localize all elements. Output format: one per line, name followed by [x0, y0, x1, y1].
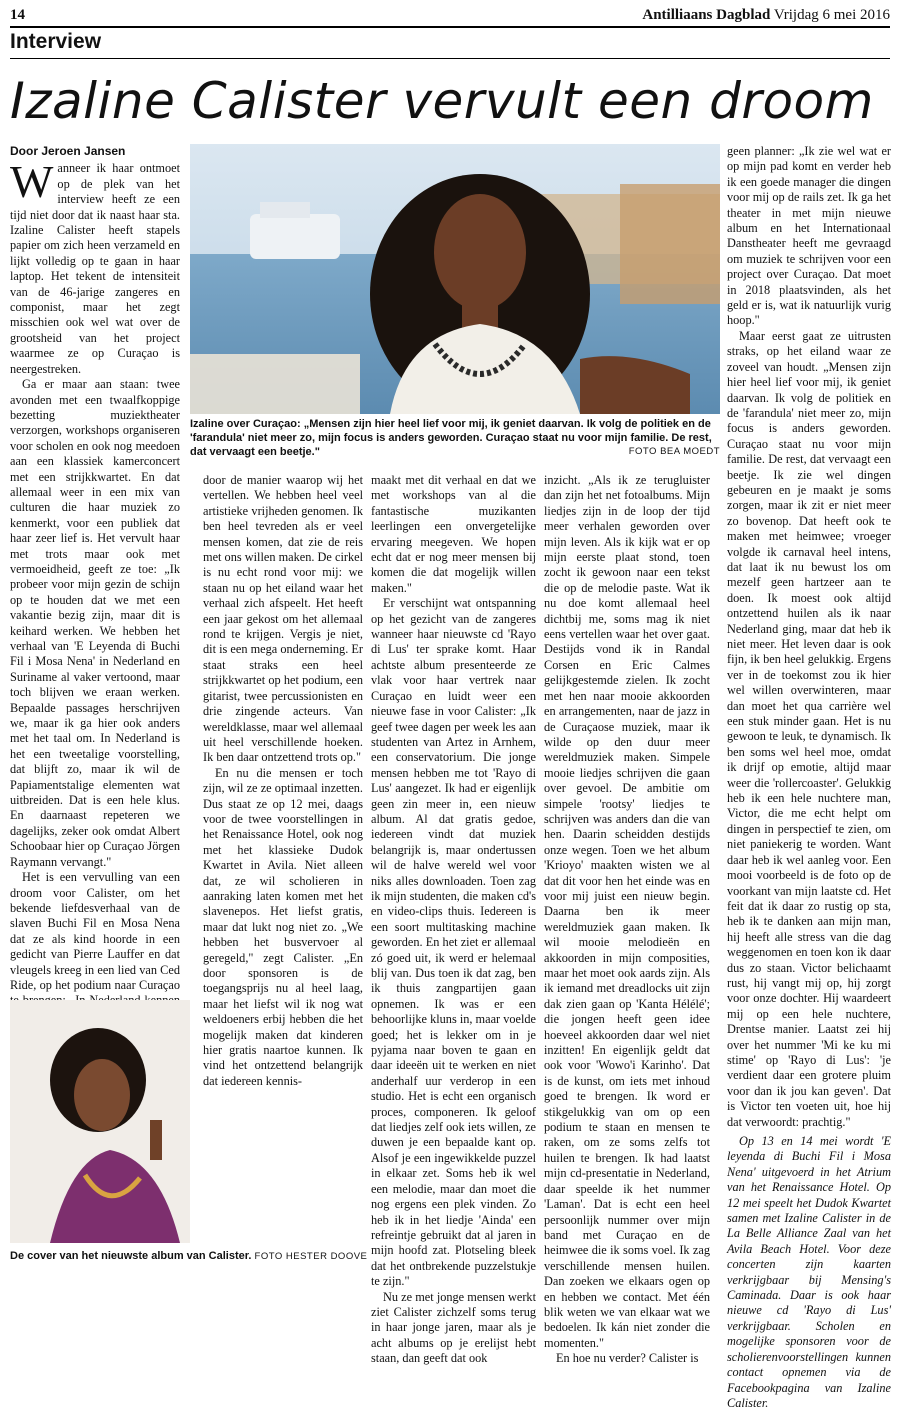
album-cover-photo	[10, 1000, 190, 1243]
paragraph: geen planner: „Ik zie wel wat er op mijn pad komt en verder heb ik een goede manager die dingen voor mij op de rails zet. Ik ga het theater in met mijn nieuwe album en het Internationaal Danstheater heeft me gevraagd om muziek te schrijven voor een project over Curaçao. Dat moet in 2018 plaatsvinden, als het geld er is, wat ik natuurlijk vurig hoop."	[727, 144, 891, 328]
section-label: Interview	[10, 30, 102, 53]
article-column-2	[203, 473, 363, 1089]
paragraph: Nu ze met jonge mensen werkt ziet Calister zichzelf soms terug in haar jonge jaren, maar als je acht albums op je erelijst hebt staan, dan geeft dat ook	[371, 1289, 536, 1366]
headline: Izaline Calister vervult een droom	[10, 72, 874, 130]
paragraph: Maar eerst gaat ze uitrusten straks, op het eiland waar ze zoveel van houdt. „Mensen zijn hier heel lief voor mij, ik geniet daarvan. Ik volg de politiek en de 'farandula' niet meer zo, mijn focus is anders geworden. Curaçao staat nu voor mijn familie. De rest, dat vervaagt een beetje. Ik zie wel dingen gebeuren en je maakt je soms zorgen, maar ik zit er niet meer zo bovenop. Dat heeft ook te maken met heimwee; vroeger volgde ik carnaval heel intens, dat laat ik nu bewust los om mezelf geen hartzeer aan te doen. Ik moest ook altijd ontzettend huilen als ik naar Nederland ging, maar dat heb ik niet meer. Het leven daar is ook fijn, ik ben heel gelukkig. Ergens ver in de toekomst zou ik hier wel willen overwinteren, maar dan moet het qua carrière wel een stuk minder gaan. Het is nu gewoon te leuk, te dynamisch. Ik ben soms wel heel moe, omdat ik drijf op emotie, altijd maar weer die 'rollercoaster'. Gelukkig heb ik een hele nuchtere man, Victor, die me echt helpt om dingen in perspectief te zien, om niet paniekerig te worden. Want daar heb ik wel aanleg voor. Een mooi voorbeeld is de foto op de voorkant van mijn laatste cd. Het feit dat ik daar zo rustig op sta, heb ik te danken aan mijn man, hij heeft alle stress van die dag weggenomen en toen kon ik daar dus zo staan. Victor belichaamt rust, hij vangt mij op, hij zorgt voor onze dochter. Hij waardeert mij op een hele nuchtere, Drentse manier. Laatst zei hij over het nummer 'Mi ke ku mi stime' op 'Rayo di Lus': 'je verdient daar een grotere pluim voor dan ik jou kan geven'. Dat is Victor ten voeten uit, hoe hij dat verwoordt: prachtig."	[727, 328, 891, 1129]
issue-date: Vrijdag 6 mei 2016	[773, 7, 890, 23]
masthead-info	[642, 7, 890, 24]
paragraph: maakt met dit verhaal en dat we met workshops van al die fantastische muzikanten leerlingen een onvergetelijke ervaring meegeven. We hopen echt dat er nog meer mensen bij komen die dat mogelijk willen maken."	[371, 473, 536, 595]
paragraph: door de manier waarop wij het vertellen. We hebben heel veel artistieke vrijheden genomen. Ik ben heel tevreden als er veel mensen komen, dat zie de reis met ons willen maken. De cirkel is nu echt rond voor mij: we staan nu op het eiland waar het verhaal zich afspeelt. Het heeft een jaar gekost om het allemaal rond te krijgen. Vergis je niet, dit is een mega onderneming. Er staat straks een heel strijkkwartet op het podium, een gitarist, twee percussionisten en drie zingende acteurs. Van wereldklasse, maar wel allemaal uit heel verschillende hoeken. Ik ben daar ontzettend trots op."	[203, 473, 363, 765]
photo-credit: FOTO HESTER DOOVE	[254, 1251, 368, 1262]
album-photo-caption: De cover van het nieuwste album van Calister. FOTO HESTER DOOVE	[10, 1250, 368, 1262]
article-column-5	[727, 144, 891, 1411]
paragraph: Het is een vervulling van een droom voor Calister, om het bekende liefdesverhaal van de slaven Buchi Fil en Mosa Nena dat ze als kind hoorde in een gedicht van Pierre Lauffer en dat vleugels kreeg in een lied van Ced Ride, op het podium naar Curaçao	[10, 870, 180, 992]
byline: Door Jeroen Jansen	[10, 144, 126, 158]
drop-cap: W	[10, 156, 54, 208]
paragraph: inzicht. „Als ik ze terugluister dan zijn het net fotoalbums. Mijn liedjes zijn in de loop der tijd meer verhalen geworden over mijn leven. Als ik kijk wat er op mijn eerste plaat stond, toen zocht ik gewoon naar een tekst die op de melodie paste. Wat ik nu doe komt allemaal heel dichtbij me, soms mag ik niet eens vertellen waar het over gaat. Destijds vond ik in Randal Corsen en Eric Calmes gelijkgestemde zielen. Ik zocht met hen naar mooie akkoorden en arrangementen, naar de jazz in de Curaçaose muziek, maar ik wilde op den duur meer wereldmuziek maken. Simpele mooie liedjes schrijven die gaan over gevoel. De ambitie om simpele 'rootsy' liedjes te schrijven was anders dan die van hen. Daarin scheidden destijds onze wegen. Toen we het album 'Krioyo' maakten wisten we al dat dit voor hen het einde was en voor mij juist een nieuw begin. Daarna ben ik meer wereldmuziek gaan maken. Ik wil mooie melodieën en akkoorden in mijn composities, maar het moet ook aards zijn. Als ik iemand met dreadlocks uit zijn dak zien gaan op 'Kanta Hélélé'; die jongen heeft geen idee hoeveel akkoorden daar wel niet inzitten! En eigenlijk geldt dat ook voor 'Wowo'i Karinho'. Dat is de kunst, om iets met inhoud goed te brengen. Ik word er stikgelukkig van om op een podium te staan en mensen te raken, om ze soms zelfs tot huilen te brengen. Ik had laatst mijn cd-presentatie in Nederland, daar speelde ik het nummer 'Laman'. Dat is echt een heel persoonlijk nummer over mijn band met Curaçao en de heimwee die ik soms voel. Ik zag verschillende mensen huilen. Dan zoeken we elkaars ogen op en hebben we contact. Met één blik weten we van elkaar wat we bedoelen. Ik kán niet zonder die momenten."	[544, 473, 710, 1350]
section-rule	[10, 58, 890, 59]
paragraph: En hoe nu verder? Calister is	[556, 1351, 699, 1366]
paragraph: Ga er maar aan staan: twee avonden met een twaalfkoppige bezetting muziektheater verzorgen, workshops organiseren voor scholen en ook nog meedoen aan een klassiek kamerconcert met een strijkkwartet. En dat allemaal weer in een mix van culturen die haar muziek zo kenmerkt, voor een publiek dat haar zeer lief is. Het vervult haar met trots maar ook met vermoeidheid, geeft ze toe: „Ik probeer voor mijn gezin de schijn op te houden dat we met een vakantie bezig zijn, maar dit is keihard werken. We hebben het verhaal van 'E Leyenda di Buchi Fil i Mosa Nena' in Nederland en Suriname al vaker vertoond, maar toch blijven we eraan werken. Bepaalde passages herschrijven we, maar ik ga hier ook anders met het taal om. In Nederland is het een tweetalige voorstelling, dat blijft zo, maar ik wil de Papiamentstalige elementen wat uitbreiden. Dat is een hele klus. En daarnaast repeteren we dagelijks, zeker ook omdat Albert Schoobaar hier op Curaçao Jörgen Raymann vervangt."	[10, 377, 180, 869]
event-info: Op 13 en 14 mei wordt 'E leyenda di Buchi Fil i Mosa Nena' uitgevoerd in het Atrium van het Renaissance Hotel. Op 12 mei speelt het Dudok Kwartet samen met Izaline Calister in de La Belle Alliance Zaal van het Avila Beach Hotel. Voor deze concerten zijn kaarten verkrijgbaar bij Mensing's Caminada. Daar is ook haar nieuwe cd 'Rayo di Lus' verkrijgbaar. Scholen en mogelijke sponsoren voor de scholierenvoorstellingen kunnen contact opnemen via de Facebookpagina van Izaline Calister.	[727, 1134, 891, 1410]
paragraph: Er verschijnt wat ontspanning op het gezicht van de zangeres wanneer haar nieuwste cd 'Rayo di Lus' ter sprake komt. Haar achtste album presenteerde ze vlak voor haar vertrek naar Curaçao en luidt weer een nieuwe fase in voor Calister: „Ik geef twee dagen per week les aan studenten van Artez in Arnhem, een conservatorium. Die jonge mensen hebben me tot 'Rayo di Lus' aangezet. Ik had er eigenlijk geen zin meer in, een nieuw album. Al dat gratis gedoe, iedereen vindt dat muziek belangrijk is, maar ondertussen wil de halve wereld wel voor niks alles downloaden. Toen zag ik mijn studenten, die maken cd's en video-clips thuis. Iedereen is een soort multitasking machine geworden. En het ziet er allemaal zó goed uit, ik werd er helemaal blij van. Dus toen ik dat zag, ben ik thuis zangpartijen gaan opnemen. Ik was er een behoorlijke kluns in, maar voelde goed; het is lekker om in je pyjama naar boven te gaan en daar ideeën uit te werken en niet anderhalf uur verderop in een studio. Het is echt een organisch proces, componeren. Ik geloof dat liedjes zelf ook iets willen, ze duwen je een bepaalde kant op. Alsof je een ingewikkelde puzzel in elkaar zet. Soms heb ik wel een melodie, maar dan moet die nog ergens een plek vinden. Zo heb ik in het liedje 'Ainda' een refreintje gebruikt dat al jaren in mijn hoofd zat. Plotseling bleek dat het ontbrekende puzzelstukje te zijn."	[371, 596, 536, 1289]
newspaper-name: Antilliaans Dagblad	[642, 7, 771, 23]
article-column-4	[544, 473, 710, 1367]
portrait-image	[190, 144, 720, 414]
paragraph: En nu die mensen er toch zijn, wil ze ze optimaal inzetten. Dus staat ze op 12 mei, daags voor de twee voorstellingen in het Renaissance Hotel, ook nog met het klassieke Dudok Kwartet in Avila. Niet alleen dat, ze wil scholieren in aanraking laten komen met het slavenepos. Het liefst gratis, maar dat lukt nog niet zo. „We hebben het busvervoer al geregeld," zegt Calister. „En door sponsoren is de toegangsprijs nu al heel laag, maar het liefst wil ik nog wat weldoeners erbij hebben die het mogelijk maken dat kinderen hier gratis naartoe kunnen. Ik vind het ontzettend belangrijk dat iedereen kennis-	[203, 765, 363, 1088]
page-number: 14	[10, 7, 25, 23]
main-photo	[190, 144, 720, 414]
header-rule	[10, 26, 890, 28]
article-column-3	[371, 473, 536, 1367]
paragraph: Wanneer ik haar ontmoet op de plek van het interview heeft ze een tijd niet door dat ik naast haar sta. Izaline Calister heeft stapels papier om zich heen verzameld en lijkt volledig op te gaan in haar laptop. Het tekent de intensiteit van de 46-jarige zangeres en componist, maar het zegt misschien ook wel wat over de grootsheid van het project waarmee ze op Curaçao is neergestreken.	[10, 156, 180, 376]
album-cover-image	[10, 1000, 190, 1243]
main-photo-caption: Izaline over Curaçao: „Mensen zijn hier heel lief voor mij, ik geniet daarvan. Ik volg de politiek en de 'farandula' niet meer zo, mijn focus is anders geworden. Curaçao staat nu voor mijn familie. De rest, dat vervaagt een beetje." FOTO BEA MOEDT	[190, 418, 720, 458]
page-header	[10, 4, 890, 26]
photo-credit: FOTO BEA MOEDT	[628, 446, 720, 457]
article-column-1	[10, 144, 180, 1117]
